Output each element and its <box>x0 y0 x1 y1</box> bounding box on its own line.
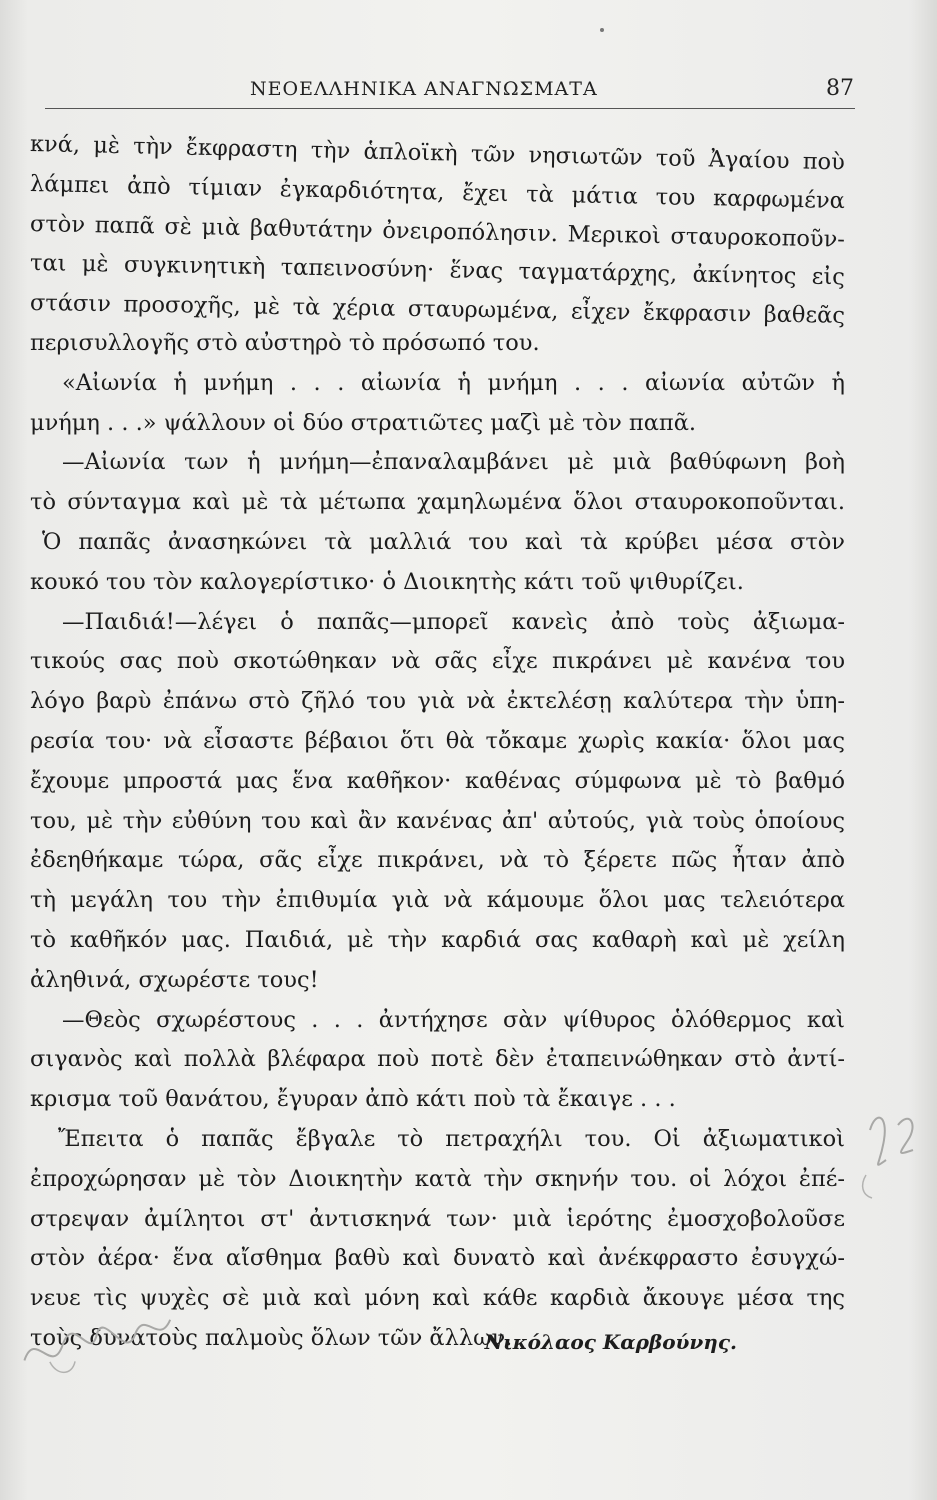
text-line: —Παιδιά!—λέγει ὁ παπᾶς—μπορεῖ κανεὶς ἀπὸ τοὺς ἀξιωμα- <box>62 608 845 635</box>
text-line: στάσιν προσοχῆς, μὲ τὰ χέρια σταυρωμένα, εἶχεν ἔκφρασιν βαθεᾶς <box>29 290 846 329</box>
page-header <box>40 72 860 106</box>
text-line: στρεψαν ἀμίλητοι στ' ἀντισκηνά των· μιὰ ἱερότης ἐμοσχοβολοῦσε <box>30 1205 845 1232</box>
text-line: κνά, μὲ τὴν ἔκφραστη τὴν ἁπλοϊκὴ τῶν νησιωτῶν τοῦ Ἀγαίου ποὺ <box>29 131 846 176</box>
running-title: ΝΕΟΕΛΛΗΝΙΚΑ ΑΝΑΓΝΩΣΜΑΤΑ <box>250 78 598 100</box>
text-line: ἐπροχώρησαν μὲ τὸν Διοικητὴν κατὰ τὴν σκηνήν του. οἱ λόχοι ἐπέ- <box>30 1165 845 1192</box>
text-line: στὸν παπᾶ σὲ μιὰ βαθυτάτην ὀνειροπόλησιν. Μερικοὶ σταυροκοποῦν- <box>29 210 846 253</box>
text-line: λάμπει ἀπὸ τίμιαν ἐγκαρδιότητα, ἔχει τὰ μάτια του καρφωμένα <box>29 170 846 214</box>
author-signature: Νικόλαος Καρβούνης. <box>484 1330 737 1354</box>
text-line: ἐδεηθήκαμε τώρα, σᾶς εἶχε πικράνει, νὰ τὸ ξέρετε πῶς ἦταν ἀπὸ <box>30 847 845 874</box>
body-text <box>30 125 845 1359</box>
text-line: λόγο βαρὺ ἐπάνω στὸ ζῆλό του γιὰ νὰ ἐκτελέσῃ καλύτερα τὴν ὑπη- <box>30 688 845 715</box>
text-line: ται μὲ συγκινητικὴ ταπεινοσύνη· ἕνας ταγματάρχης, ἀκίνητος εἰς <box>29 250 846 291</box>
text-line: τὴ μεγάλη του τὴν ἐπιθυμία γιὰ νὰ κάμουμε ὅλοι μας τελειότερα <box>30 887 845 914</box>
text-line: του, μὲ τὴν εὐθύνη του καὶ ἂν κανένας ἀπ' αὐτούς, γιὰ τοὺς ὁποίους <box>30 807 845 834</box>
text-line: ἔχουμε μπροστά μας ἕνα καθῆκον· καθένας σύμφωνα μὲ τὸ βαθμό <box>30 767 845 794</box>
pencil-scribble-right <box>858 1100 928 1200</box>
text-line: τὸ σύνταγμα καὶ μὲ τὰ μέτωπα χαμηλωμένα ὅλοι σταυροκοποῦνται. <box>30 489 845 516</box>
text-line: Ἔπειτα ὁ παπᾶς ἔβγαλε τὸ πετραχήλι του. Οἱ ἀξιωματικοὶ <box>58 1125 845 1152</box>
text-line: τοὺς δυνατοὺς παλμοὺς ὅλων τῶν ἄλλων. <box>30 1324 513 1351</box>
text-line: τικούς σας ποὺ σκοτώθηκαν νὰ σᾶς εἶχε πικράνει μὲ κανένα του <box>30 648 845 675</box>
text-line: μνήμη . . .» ψάλλουν οἱ δύο στρατιῶτες μαζὶ μὲ τὸν παπᾶ. <box>30 409 697 436</box>
text-line: Ὁ παπᾶς ἀνασηκώνει τὰ μαλλιά του καὶ τὰ κρύβει μέσα στὸν <box>42 528 845 555</box>
text-line: —Αἰωνία των ἡ μνήμη—ἐπαναλαμβάνει μὲ μιὰ βαθύφωνη βοὴ <box>62 449 845 476</box>
text-line: τὸ καθῆκόν μας. Παιδιά, μὲ τὴν καρδιά σας καθαρὴ καὶ μὲ χείλη <box>30 926 845 953</box>
header-rule <box>45 108 855 109</box>
text-line: περισυλλογῆς στὸ αὐστηρὸ τὸ πρόσωπό του. <box>30 329 540 356</box>
page-number: 87 <box>826 76 854 101</box>
text-line: «Αἰωνία ἡ μνήμη . . . αἰωνία ἡ μνήμη . . . αἰωνία αὐτῶν ἡ <box>62 369 845 396</box>
ink-speck <box>600 28 604 32</box>
text-line: —Θεὸς σχωρέστους . . . ἀντήχησε σὰν ψίθυρος ὁλόθερμος καὶ <box>62 1006 845 1033</box>
text-line: νευε τὶς ψυχὲς σὲ μιὰ καὶ μόνη καὶ κάθε καρδιὰ ἄκουγε μέσα της <box>30 1285 845 1312</box>
text-line: κρισμα τοῦ θανάτου, ἔγυραν ἀπὸ κάτι ποὺ τὰ ἔκαιγε . . . <box>30 1086 676 1113</box>
text-line: σιγανὸς καὶ πολλὰ βλέφαρα ποὺ ποτὲ δὲν ἐταπεινώθηκαν στὸ ἀντί- <box>30 1046 845 1073</box>
text-line: ρεσία του· νὰ εἶσαστε βέβαιοι ὅτι θὰ τὄκαμε χωρὶς κακία· ὅλοι μας <box>30 727 845 754</box>
text-line: στὸν ἀέρα· ἕνα αἴσθημα βαθὺ καὶ δυνατὸ καὶ ἀνέκφραστο ἐσυγχώ- <box>30 1245 845 1272</box>
text-line: κουκό του τὸν καλογερίστικο· ὁ Διοικητὴς κάτι τοῦ ψιθυρίζει. <box>30 568 744 595</box>
text-line: ἀληθινά, σχωρέστε τους! <box>30 966 319 993</box>
